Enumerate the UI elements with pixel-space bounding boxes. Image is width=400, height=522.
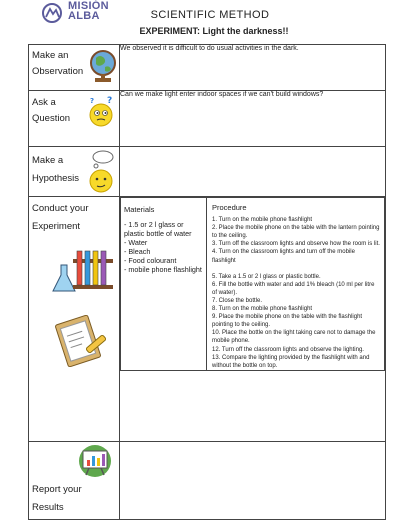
svg-text:?: ? xyxy=(107,96,113,106)
observation-content: We observed it is difficult to do usual activities in the dark. xyxy=(120,45,386,91)
svg-text:?: ? xyxy=(90,97,95,105)
procedure-step: 10. Place the bottle on the light taking care not to damage the mobile phone. xyxy=(212,330,376,345)
globe-icon xyxy=(89,48,117,86)
question-content: Can we make light enter indoor spaces if we can't build windows? xyxy=(120,91,386,147)
label-line-1: Make a xyxy=(32,155,64,166)
label-line-1: Report your xyxy=(32,484,82,495)
logo-text xyxy=(68,1,109,21)
row-observation xyxy=(29,45,386,91)
label-cell xyxy=(29,91,120,147)
subtitle-value: Light the darkness!! xyxy=(202,26,289,36)
clipboard-icon xyxy=(55,315,111,367)
procedure-step: 2. Place the mobile phone on the table with the lantern pointing to the ceiling. xyxy=(212,225,380,240)
label-line-1: Conduct your xyxy=(32,203,89,214)
results-content xyxy=(120,442,386,520)
hypothesis-content xyxy=(120,147,386,197)
label-cell xyxy=(29,442,120,520)
row-results xyxy=(29,442,386,520)
material-item: - mobile phone flashlight xyxy=(124,265,202,274)
procedure-column xyxy=(207,198,385,371)
row-hypothesis xyxy=(29,147,386,197)
procedure-spacer xyxy=(212,265,380,273)
page-title: SCIENTIFIC METHOD xyxy=(150,9,270,21)
procedure-step: 13. Compare the lighting provided by the flashlight with and without the bottle on top. xyxy=(212,354,370,369)
label-cell xyxy=(29,147,120,197)
procedure-step: 3. Turn off the classroom lights and observe how the room is lit. xyxy=(212,241,380,248)
subtitle-label: EXPERIMENT: xyxy=(139,26,200,36)
row-experiment xyxy=(29,197,386,442)
experiment-content xyxy=(120,197,386,442)
procedure-step: 8. Turn on the mobile phone flashlight xyxy=(212,306,313,313)
material-item: - Bleach xyxy=(124,247,151,256)
logo-line-2: ALBA xyxy=(68,10,100,22)
procedure-step: 12. Turn off the classroom lights and observe the lighting. xyxy=(212,346,364,353)
procedure-step: 1. Turn on the mobile phone flashlight xyxy=(212,217,313,224)
materials-column xyxy=(121,198,207,371)
label-cell xyxy=(29,45,120,91)
materials-heading: Materials xyxy=(124,205,155,214)
experiment-inner-table xyxy=(120,197,385,371)
procedure-step: 9. Place the mobile phone on the table with the flashlight pointing to the ceiling. xyxy=(212,314,363,329)
row-question xyxy=(29,91,386,147)
presentation-icon xyxy=(75,444,115,478)
thinking-face-icon xyxy=(87,149,117,195)
label-line-2: Results xyxy=(32,502,64,513)
material-item: - Food colourant xyxy=(124,256,177,265)
label-line-2: Question xyxy=(32,113,71,124)
question-face-icon xyxy=(87,95,115,129)
logo-line-1: MISIÓN xyxy=(68,0,109,12)
procedure-step: 7. Close the bottle. xyxy=(212,297,263,304)
label-line-1: Ask a xyxy=(32,97,56,108)
material-item: - 1.5 or 2 l glass or plastic bottle of water xyxy=(124,220,192,238)
label-line-2: Experiment xyxy=(32,221,81,232)
lab-equipment-icon xyxy=(51,245,115,295)
label-line-2: Hypothesis xyxy=(32,173,79,184)
procedure-step: 6. Fill the bottle with water and add 1% bleach (10 ml per litre of water). xyxy=(212,281,375,296)
material-item: - Water xyxy=(124,238,148,247)
procedure-step: 4. Turn on the classroom lights and turn off the mobile flashlight xyxy=(212,249,355,264)
label-line-2: Observation xyxy=(32,66,84,77)
procedure-step: 5. Take a 1.5 or 2 l glass or plastic bottle. xyxy=(212,273,321,280)
procedure-heading: Procedure xyxy=(212,203,247,212)
experiment-subtitle xyxy=(104,26,324,36)
label-line-1: Make an xyxy=(32,50,69,61)
scientific-method-table xyxy=(28,44,386,520)
label-cell xyxy=(29,197,120,442)
